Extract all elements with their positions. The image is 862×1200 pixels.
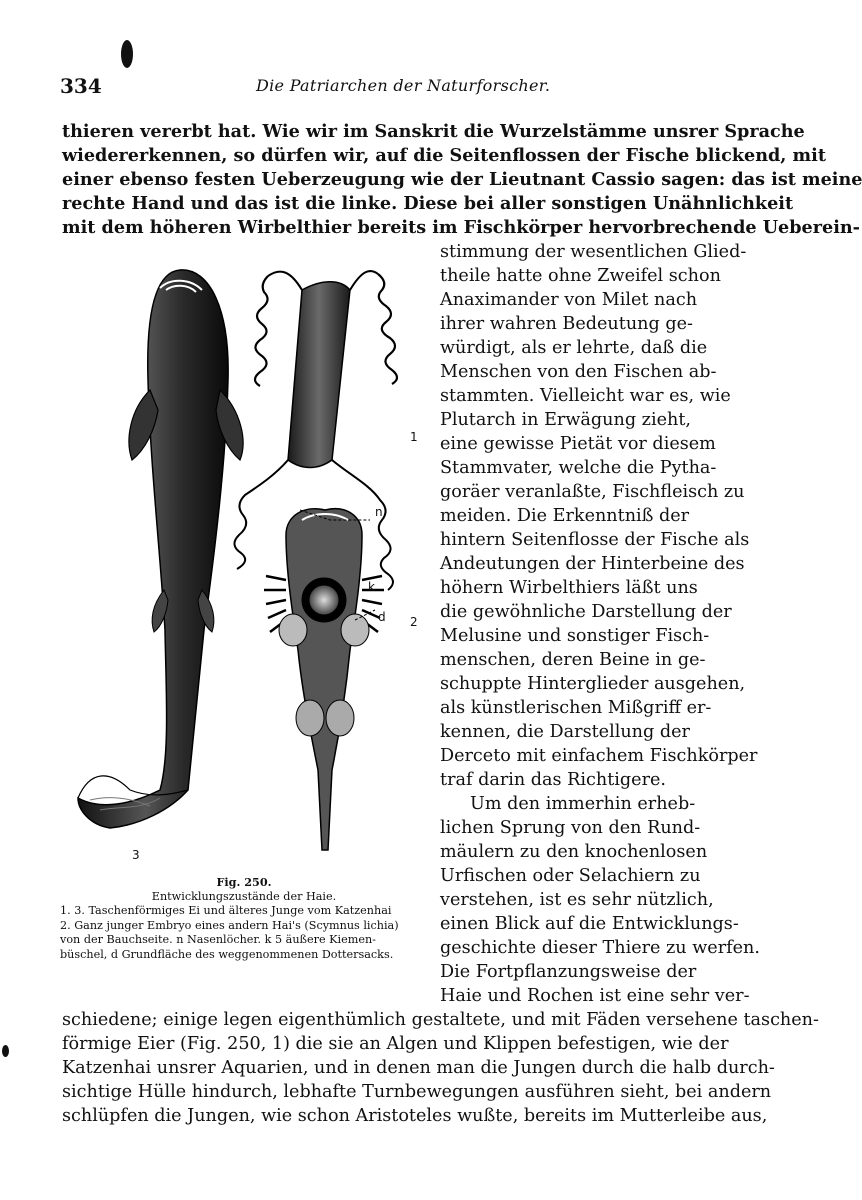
text-line: Menschen von den Fischen ab- bbox=[440, 362, 717, 382]
text-line: Plutarch in Erwägung zieht, bbox=[440, 410, 691, 430]
text-line: Andeutungen der Hinterbeine des bbox=[440, 554, 745, 574]
text-line: lichen Sprung von den Rund- bbox=[440, 818, 701, 838]
text-line: eine gewisse Pietät vor diesem bbox=[440, 434, 716, 454]
figure-250 bbox=[70, 250, 438, 870]
text-line: die gewöhnliche Darstellung der bbox=[440, 602, 732, 622]
text-line: stammten. Vielleicht war es, wie bbox=[440, 386, 731, 406]
caption-title: Fig. 250. bbox=[216, 875, 272, 889]
text-line: mit dem höheren Wirbelthier bereits im Fischkörper hervorbrechende Ueberein- bbox=[62, 217, 860, 238]
caption-subtitle: Entwicklungszustände der Haie. bbox=[151, 889, 337, 903]
label-3: 3 bbox=[132, 848, 140, 862]
label-k: k bbox=[368, 580, 375, 594]
text-line: menschen, deren Beine in ge- bbox=[440, 650, 706, 670]
text-line: kennen, die Darstellung der bbox=[440, 722, 690, 742]
text-line: förmige Eier (Fig. 250, 1) die sie an Algen und Klippen befestigen, wie der bbox=[62, 1034, 729, 1054]
text-line: rechte Hand und das ist die linke. Diese bei aller sonstigen Unähnlichkeit bbox=[62, 193, 794, 214]
text-line: geschichte dieser Thiere zu werfen. bbox=[440, 938, 760, 958]
text-line: Die Fortpflanzungsweise der bbox=[440, 962, 697, 982]
text-line: mäulern zu den knochenlosen bbox=[440, 842, 708, 862]
text-line: einen Blick auf die Entwicklungs- bbox=[440, 914, 739, 934]
text-line: Derceto mit einfachem Fischkörper bbox=[440, 746, 758, 766]
text-line: hintern Seitenflosse der Fische als bbox=[440, 530, 750, 550]
label-d: d bbox=[378, 610, 386, 624]
text-line: stimmung der wesentlichen Glied- bbox=[440, 242, 747, 262]
text-line: ihrer wahren Bedeutung ge- bbox=[440, 314, 693, 334]
text-line: Um den immerhin erheb- bbox=[470, 794, 696, 814]
page-header bbox=[60, 74, 700, 102]
text-line: Katzenhai unsrer Aquarien, und in denen man die Jungen durch die halb durch- bbox=[62, 1058, 775, 1078]
text-line: goräer veranlaßte, Fischfleisch zu bbox=[440, 482, 745, 502]
text-line: höhern Wirbelthiers läßt uns bbox=[440, 578, 698, 598]
caption-line: büschel, d Grundfläche des weggenommenen Dottersacks. bbox=[60, 947, 394, 961]
text-line: einer ebenso festen Ueberzeugung wie der Lieutnant Cassio sagen: das ist meine bbox=[62, 169, 862, 190]
text-line: würdigt, als er lehrte, daß die bbox=[440, 338, 708, 358]
text-line: Haie und Rochen ist eine sehr ver- bbox=[440, 986, 750, 1006]
text-line: Stammvater, welche die Pytha- bbox=[440, 458, 717, 478]
page-number: 334 bbox=[60, 74, 102, 98]
caption-line: 1. 3. Taschenförmiges Ei und älteres Junge vom Katzenhai bbox=[60, 904, 392, 917]
text-line: Urfischen oder Selachiern zu bbox=[440, 866, 701, 886]
text-line: traf darin das Richtigere. bbox=[440, 770, 667, 790]
ink-blot bbox=[121, 40, 133, 68]
label-2: 2 bbox=[410, 615, 418, 629]
label-n: n bbox=[375, 505, 383, 519]
text-line: schlüpfen die Jungen, wie schon Aristoteles wußte, bereits im Mutterleibe aus, bbox=[62, 1106, 768, 1126]
text-line: Anaximander von Milet nach bbox=[440, 290, 698, 310]
caption-line: 2. Ganz junger Embryo eines andern Hai's (Scymnus lichia) bbox=[60, 918, 399, 932]
text-line: meiden. Die Erkenntniß der bbox=[440, 506, 690, 526]
text-line: schuppte Hinterglieder ausgehen, bbox=[440, 674, 746, 694]
text-line: thieren vererbt hat. Wie wir im Sanskrit die Wurzelstämme unsrer Sprache bbox=[62, 121, 805, 142]
text-line: sichtige Hülle hindurch, lebhafte Turnbewegungen ausführen sieht, bei andern bbox=[62, 1082, 772, 1102]
label-1: 1 bbox=[410, 430, 418, 444]
text-line: wiedererkennen, so dürfen wir, auf die Seitenflossen der Fische blickend, mit bbox=[62, 145, 826, 166]
figure-caption bbox=[60, 875, 428, 962]
text-line: Melusine und sonstiger Fisch- bbox=[440, 626, 710, 646]
embryo bbox=[264, 509, 384, 850]
young-catshark bbox=[78, 270, 243, 828]
text-line: verstehen, ist es sehr nützlich, bbox=[440, 890, 714, 910]
text-line: als künstlerischen Mißgriff er- bbox=[440, 698, 712, 718]
caption-line: von der Bauchseite. n Nasenlöcher. k 5 äußere Kiemen- bbox=[60, 933, 376, 946]
ink-blot bbox=[2, 1045, 9, 1057]
text-line: schiedene; einige legen eigenthümlich gestaltete, und mit Fäden versehene taschen- bbox=[62, 1010, 819, 1030]
text-line: theile hatte ohne Zweifel schon bbox=[440, 266, 721, 286]
running-title: Die Patriarchen der Naturforscher. bbox=[256, 76, 551, 95]
shark-engraving bbox=[70, 250, 438, 870]
